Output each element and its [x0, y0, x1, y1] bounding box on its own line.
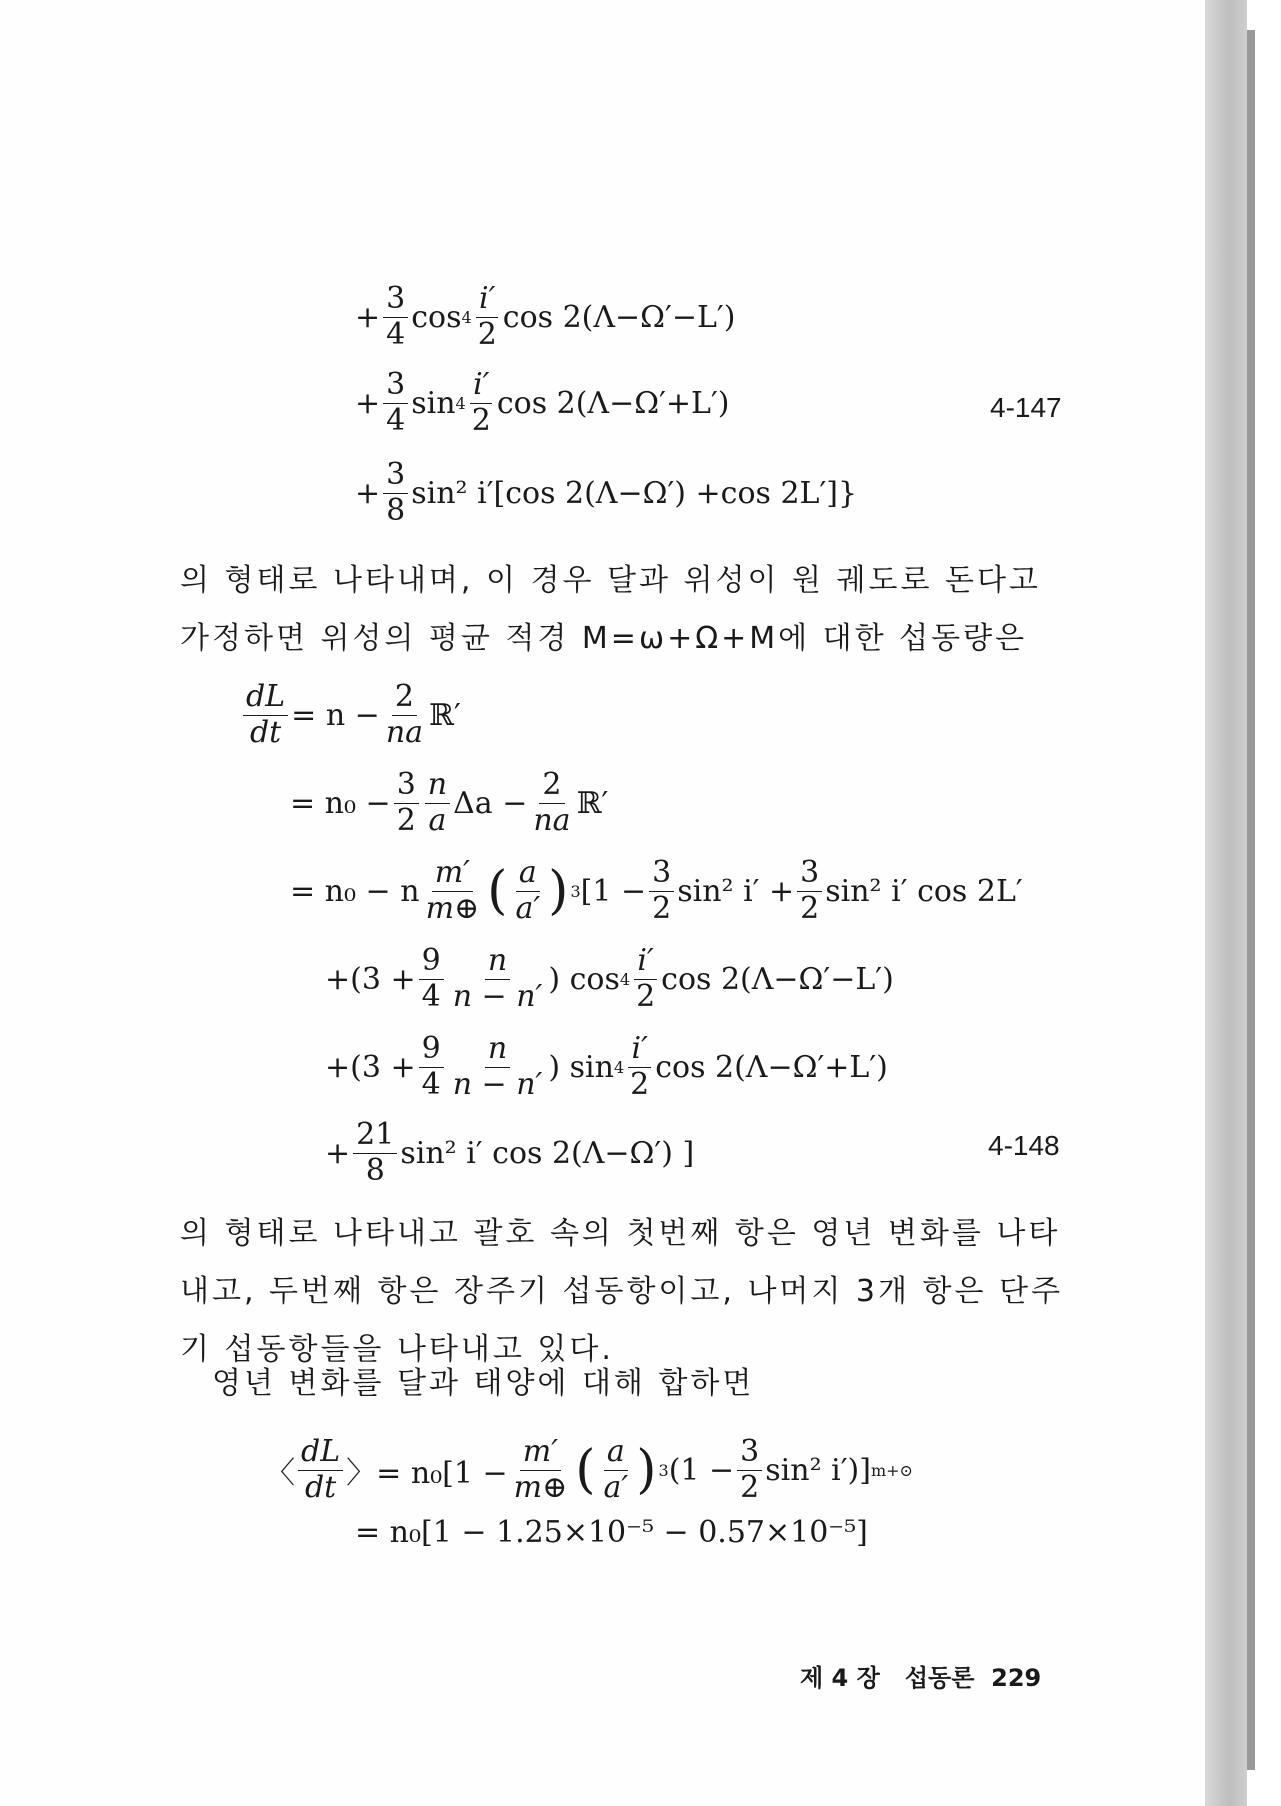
- term: Δa −: [453, 785, 528, 821]
- denominator: 2: [740, 1469, 760, 1505]
- denominator: na: [385, 714, 424, 750]
- denominator: n − n′: [452, 978, 543, 1014]
- numerator: n: [485, 944, 510, 980]
- fraction: [469, 368, 494, 438]
- denominator: a: [428, 802, 447, 838]
- term: sin² i′ cos 2(Λ−Ω′) ]: [400, 1135, 695, 1171]
- fraction: [425, 768, 450, 838]
- fraction: [633, 944, 658, 1014]
- denominator: 8: [365, 1152, 385, 1188]
- left-angle: 〈: [265, 1456, 295, 1491]
- subscript: m+⊙: [870, 1460, 913, 1480]
- denominator: na: [533, 802, 571, 838]
- book-spine: [1205, 0, 1247, 1806]
- function: sin: [411, 385, 456, 421]
- numerator: n: [485, 1032, 510, 1068]
- denominator: a′: [515, 890, 541, 926]
- numerator: dL: [243, 680, 288, 716]
- term: +(3 +: [325, 961, 416, 997]
- numerator: 3: [649, 856, 674, 892]
- term: ℝ′: [576, 785, 609, 821]
- denominator: 2: [471, 402, 491, 438]
- numerator: i′: [470, 368, 492, 404]
- power: 4: [455, 393, 466, 413]
- denominator: m⊕: [425, 890, 480, 926]
- right-paren: ): [636, 1440, 657, 1500]
- power: 4: [461, 307, 472, 327]
- paragraph-3: 영년 변화를 달과 태양에 대해 합하면: [212, 1366, 755, 1401]
- term: ℝ′: [429, 697, 461, 733]
- numerator: dL: [298, 1435, 343, 1471]
- denominator: 4: [386, 402, 406, 438]
- eq-4-148-line-4: [325, 944, 894, 1014]
- left-paren: (: [575, 1440, 596, 1500]
- fraction: [353, 1118, 397, 1188]
- numerator: a: [516, 856, 540, 892]
- numerator: 3: [394, 768, 419, 804]
- denominator: 4: [421, 1066, 441, 1102]
- left-paren: (: [487, 861, 508, 921]
- sign: +: [355, 299, 381, 335]
- fraction: [423, 856, 483, 926]
- denominator: n − n′: [452, 1066, 543, 1102]
- term: cos 2(Λ−Ω′−L′): [502, 299, 736, 335]
- denominator: 2: [477, 316, 497, 352]
- fraction: [383, 368, 408, 438]
- fraction: [450, 1032, 546, 1102]
- fraction: [627, 1032, 652, 1102]
- numerator: i′: [634, 944, 656, 980]
- eq-secular-line-2: [355, 1515, 868, 1550]
- numerator: 2: [539, 768, 564, 804]
- numerator: 3: [737, 1435, 762, 1471]
- fraction: [298, 1435, 343, 1505]
- denominator: m⊕: [513, 1469, 568, 1505]
- eq-4-148-line-3: [290, 856, 1023, 926]
- fraction: [511, 1435, 571, 1505]
- eq-4-148-line-2: [290, 768, 608, 838]
- term: sin² i′)]: [765, 1452, 871, 1488]
- eq-4-148-line-6: [325, 1118, 694, 1188]
- sign: +: [355, 475, 381, 511]
- denominator: a′: [603, 1469, 629, 1505]
- equation-number-4-147: 4-147: [990, 392, 1062, 423]
- book-spine-edge: [1247, 30, 1255, 1770]
- numerator: n: [425, 768, 450, 804]
- denominator: 2: [652, 890, 672, 926]
- paragraph-1: 의 형태로 나타내며, 이 경우 달과 위성이 원 궤도로 돈다고 가정하면 위성의 평균 적경 M=ω+Ω+M에 대한 섭동량은: [180, 563, 1041, 656]
- page-footer: [800, 1658, 1041, 1693]
- denominator: dt: [249, 714, 282, 750]
- numerator: 9: [419, 1032, 444, 1068]
- numerator: m′: [520, 1435, 561, 1471]
- numerator: a: [604, 1435, 628, 1471]
- fraction: [243, 680, 288, 750]
- numerator: 3: [383, 282, 408, 318]
- denominator: 2: [630, 1066, 650, 1102]
- term: sin² i′ cos 2L′: [825, 873, 1023, 909]
- fraction: [512, 856, 543, 926]
- power: 4: [613, 1057, 625, 1077]
- numerator: i′: [628, 1032, 650, 1068]
- term: sin² i′[cos 2(Λ−Ω′) +cos 2L′]}: [411, 475, 858, 511]
- power: 4: [619, 969, 631, 989]
- term: +: [325, 1135, 351, 1171]
- function: cos: [411, 299, 462, 335]
- denominator: 2: [800, 890, 820, 926]
- power: 3: [658, 1460, 669, 1480]
- fraction: [419, 944, 444, 1014]
- fraction: [419, 1032, 444, 1102]
- fraction: [530, 768, 573, 838]
- power: 3: [570, 881, 581, 901]
- term: 〉= n₀[1 −: [346, 1456, 508, 1491]
- denominator: 4: [386, 316, 406, 352]
- numerator: m′: [432, 856, 473, 892]
- term: ) sin: [548, 1049, 614, 1085]
- paragraph-2: 의 형태로 나타내고 괄호 속의 첫번째 항은 영년 변화를 나타내고, 두번째 항은 장주기 섭동항이고, 나머지 3개 항은 단주기 섭동항들을 나타내고 있다.: [180, 1216, 1063, 1367]
- chapter-title: 섭동론: [904, 1664, 975, 1692]
- denominator: 2: [636, 978, 656, 1014]
- term: cos 2(Λ−Ω′−L′): [661, 961, 894, 997]
- denominator: 8: [386, 492, 406, 528]
- fraction: [450, 944, 546, 1014]
- fraction: [383, 458, 408, 528]
- term: sin² i′ +: [677, 873, 795, 909]
- term: cos 2(Λ−Ω′+L′): [496, 385, 730, 421]
- eq-4-147-line-3: [355, 458, 857, 528]
- fraction: [475, 282, 500, 352]
- term: (1 −: [668, 1452, 735, 1488]
- term: = n₀ −: [290, 785, 391, 821]
- eq-4-147-line-1: [355, 282, 735, 352]
- eq-4-147-line-2: [355, 368, 729, 438]
- fraction: [649, 856, 674, 926]
- term: ) cos: [548, 961, 620, 997]
- numerator: 21: [353, 1118, 397, 1154]
- numerator: 2: [392, 680, 417, 716]
- denominator: 4: [421, 978, 441, 1014]
- fraction: [383, 282, 408, 352]
- fraction: [383, 680, 426, 750]
- fraction: [737, 1435, 762, 1505]
- eq-4-148-line-5: [325, 1032, 888, 1102]
- numerator: 9: [419, 944, 444, 980]
- term: [1 −: [580, 873, 647, 909]
- eq-4-148-line-1: [240, 680, 461, 750]
- term: = n₀ − n: [290, 873, 420, 909]
- numerator: 3: [383, 458, 408, 494]
- numerator: 3: [383, 368, 408, 404]
- fraction: [797, 856, 822, 926]
- page-number: 229: [991, 1664, 1042, 1692]
- sign: +: [355, 385, 381, 421]
- fraction: [394, 768, 419, 838]
- right-paren: ): [548, 861, 569, 921]
- fraction: [601, 1435, 632, 1505]
- term: cos 2(Λ−Ω′+L′): [655, 1049, 888, 1085]
- term: +(3 +: [325, 1049, 416, 1085]
- denominator: 2: [396, 802, 416, 838]
- numerator: i′: [476, 282, 498, 318]
- numerator: 3: [797, 856, 822, 892]
- term: = n₀[1 − 1.25×10⁻⁵ − 0.57×10⁻⁵]: [355, 1515, 868, 1550]
- denominator: dt: [304, 1469, 337, 1505]
- chapter-label: 제 4 장: [800, 1664, 880, 1692]
- equation-number-4-148: 4-148: [988, 1130, 1060, 1161]
- eq-secular-line-1: [265, 1435, 913, 1505]
- term: = n −: [291, 697, 380, 733]
